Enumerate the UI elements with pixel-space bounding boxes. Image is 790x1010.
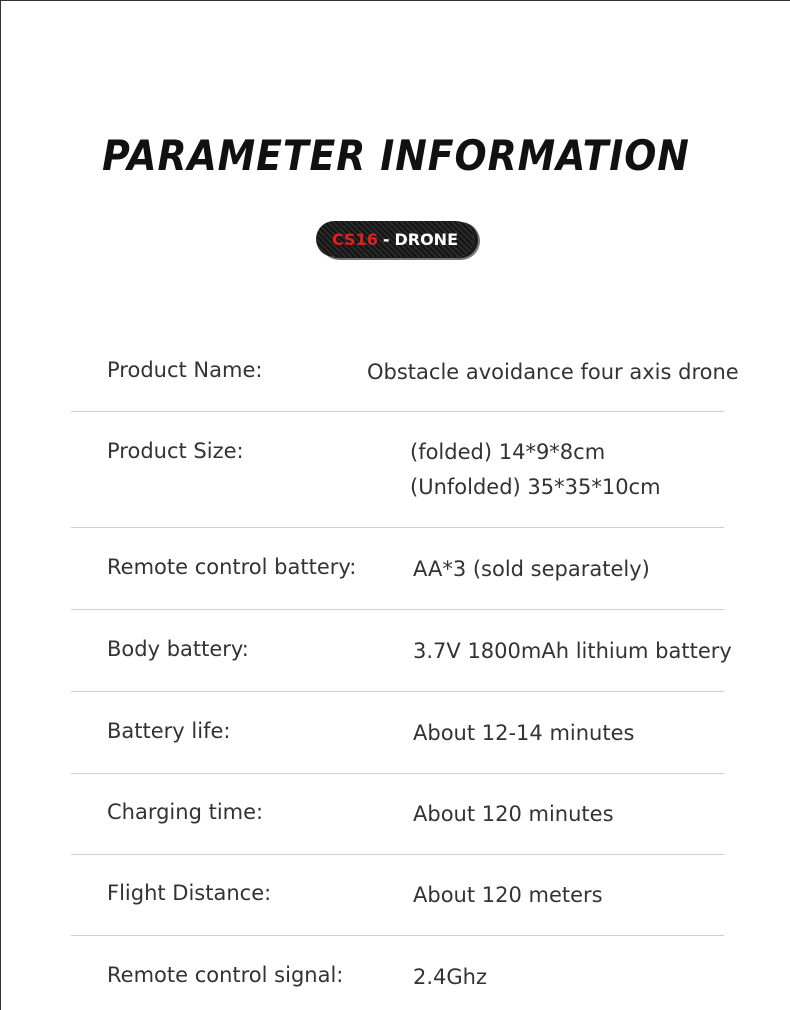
model-badge [316,221,474,257]
spec-value [413,960,487,995]
spec-value [413,716,634,751]
spec-value [413,797,614,832]
spec-row-charging-time [71,774,724,855]
spec-value-line: Obstacle avoidance four axis drone [367,360,739,384]
spec-value-line: AA*3 (sold separately) [413,557,650,581]
spec-value [413,552,650,587]
badge-kind: DRONE [394,229,458,249]
spec-value-line: About 12-14 minutes [413,721,635,745]
badge-model: CS16 [332,229,378,249]
spec-value-line: About 120 meters [413,883,603,907]
spec-label: Product Name: [107,358,263,382]
spec-table [71,331,739,1010]
spec-row-product-size [71,412,724,528]
spec-value-line: 3.7V 1800mAh lithium battery [413,639,732,663]
spec-row-remote-signal [71,936,724,1010]
spec-value [413,634,732,669]
spec-value [413,878,603,913]
spec-label: Remote control battery: [107,555,357,579]
spec-value-line: (Unfolded) 35*35*10cm [410,475,661,499]
spec-label: Product Size: [107,439,244,463]
spec-label: Remote control signal: [107,963,344,987]
page-title: PARAMETER INFORMATION [102,131,690,180]
spec-label: Battery life: [107,719,231,743]
spec-label: Charging time: [107,800,264,824]
spec-value [410,435,661,505]
spec-row-flight-distance [71,855,724,936]
spec-value-line: 2.4Ghz [413,965,488,989]
spec-row-product-name [71,331,739,412]
spec-value [367,355,739,390]
spec-value-line: (folded) 14*9*8cm [410,440,606,464]
spec-label: Body battery: [107,637,249,661]
spec-row-remote-battery [71,528,724,610]
spec-label: Flight Distance: [107,881,272,905]
badge-separator: - [382,229,390,249]
spec-row-body-battery [71,610,732,692]
spec-value-line: About 120 minutes [413,802,614,826]
spec-row-battery-life [71,692,724,774]
